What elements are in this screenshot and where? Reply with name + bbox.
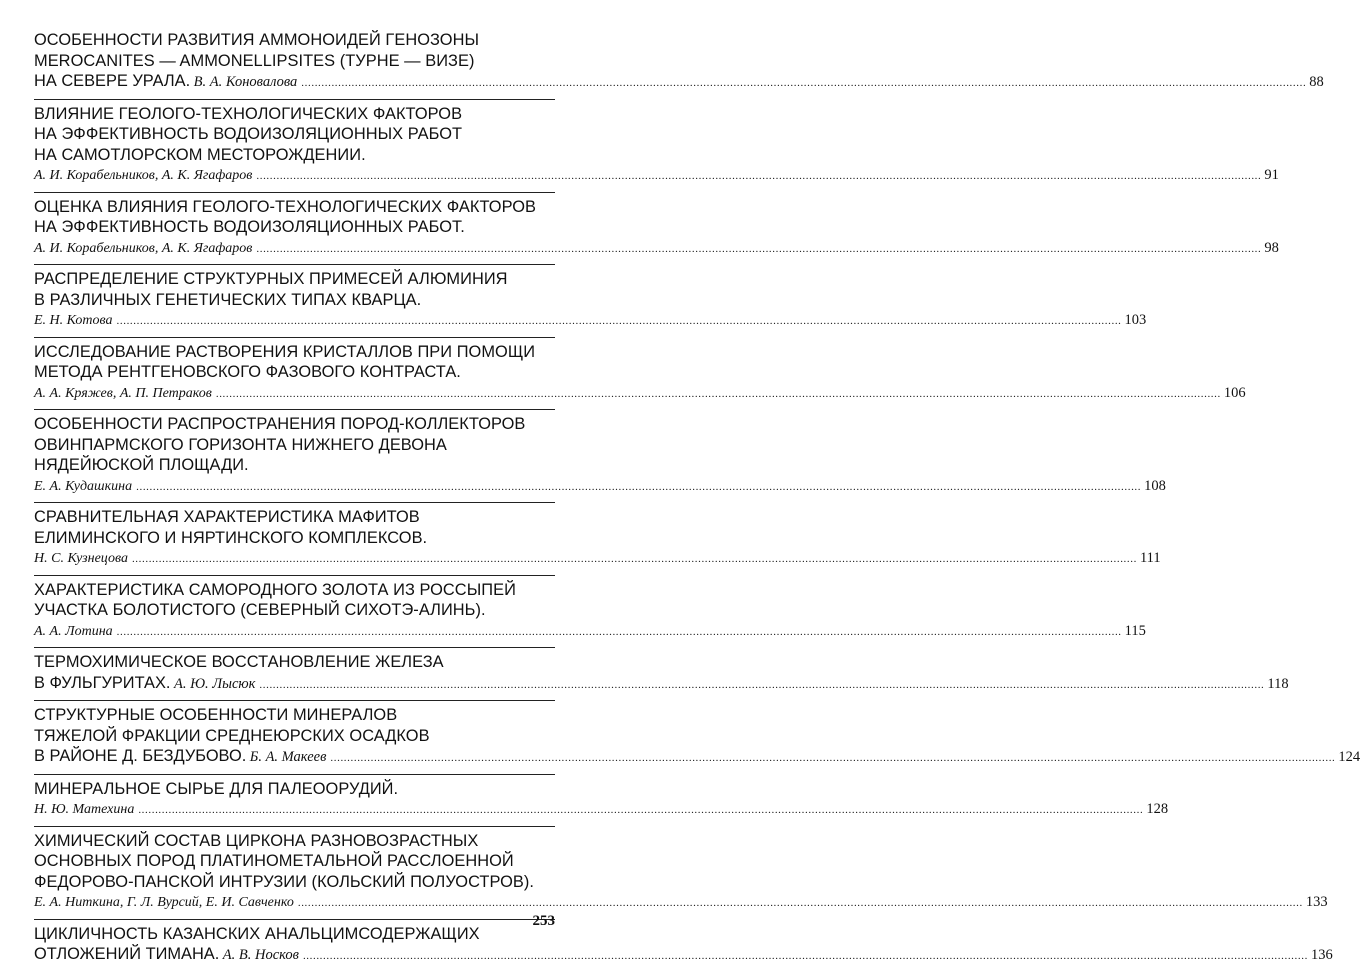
toc-entry [34, 264, 1147, 332]
table-of-contents [34, 30, 1360, 967]
entry-title-line: ХИМИЧЕСКИЙ СОСТАВ ЦИРКОНА РАЗНОВОЗРАСТНЫХ [34, 831, 479, 850]
entry-title-line: ОСОБЕННОСТИ РАСПРОСТРАНЕНИЯ ПОРОД-КОЛЛЕКТОРОВ [34, 415, 526, 433]
entry-author-line [34, 383, 1246, 405]
entry-page-number: 106 [1223, 384, 1246, 401]
entry-title-line: МЕТОДА РЕНТГЕНОВСКОГО ФАЗОВОГО КОНТРАСТА. [34, 363, 461, 381]
entry-title-line: ВЛИЯНИЕ ГЕОЛОГО-ТЕХНОЛОГИЧЕСКИХ ФАКТОРОВ [34, 104, 463, 123]
dot-leader: ............................................................................................................................................................................................................................................................................................................ [259, 678, 1265, 691]
toc-entry [34, 826, 1328, 914]
toc-entry [34, 575, 1146, 643]
dot-leader: ............................................................................................................................................................................................................................................................................................................ [131, 553, 1137, 565]
page-number: 253 [532, 913, 555, 929]
entry-title-line: МИНЕРАЛЬНОЕ СЫРЬЕ ДЛЯ ПАЛЕООРУДИЙ. [34, 779, 399, 798]
entry-author-line [34, 892, 1328, 914]
entry-title-line: НА ЭФФЕКТИВНОСТЬ ВОДОИЗОЛЯЦИОННЫХ РАБОТ. [34, 218, 465, 236]
entry-page-number: 118 [1267, 675, 1289, 692]
entry-page-number: 98 [1264, 239, 1279, 256]
entry-authors: Н. Ю. Матехина [34, 802, 135, 817]
entry-authors: Б. А. Макеев [249, 749, 327, 765]
entry-title-line: СТРУКТУРНЫЕ ОСОБЕННОСТИ МИНЕРАЛОВ [34, 706, 398, 724]
entry-title-line: В РАЗЛИЧНЫХ ГЕНЕТИЧЕСКИХ ТИПАХ КВАРЦА. [34, 290, 422, 309]
entry-title-line: НА САМОТЛОРСКОМ МЕСТОРОЖДЕНИИ. [34, 145, 366, 164]
toc-entry [34, 647, 1289, 695]
entry-author-line [34, 165, 1279, 187]
toc-entry [34, 99, 1279, 187]
entry-authors: А. А. Лотина [34, 623, 113, 639]
entry-authors: В. А. Коновалова [193, 74, 298, 90]
dot-leader: ............................................................................................................................................................................................................................................................................................................ [256, 170, 1262, 182]
entry-page-number: 91 [1264, 167, 1279, 183]
entry-title-line: ФЕДОРОВО-ПАНСКОЙ ИНТРУЗИИ (КОЛЬСКИЙ ПОЛУОСТРОВ). [34, 872, 534, 891]
toc-entry [34, 502, 1161, 570]
toc-entry [34, 919, 1333, 967]
entry-page-number: 124 [1338, 749, 1360, 765]
toc-entry [34, 774, 1169, 821]
entry-title-line: ТЯЖЕЛОЙ ФРАКЦИИ СРЕДНЕЮРСКИХ ОСАДКОВ [34, 726, 430, 745]
entry-title-line: ИССЛЕДОВАНИЕ РАСТВОРЕНИЯ КРИСТАЛЛОВ ПРИ ПОМОЩИ [34, 342, 536, 361]
entry-author-line [34, 799, 1169, 821]
entry-authors: А. И. Корабельников, А. К. Ягафаров [34, 168, 253, 183]
entry-authors: Е. Н. Котова [34, 313, 113, 328]
dot-leader: ............................................................................................................................................................................................................................................................................................................ [116, 315, 1122, 327]
toc-entry [34, 30, 1324, 94]
entry-author-line [34, 476, 1166, 498]
entry-title-line: MEROCANITES — AMMONELLIPSITES (ТУРНЕ — ВИЗЕ) [34, 51, 475, 70]
entry-title-line: ОСОБЕННОСТИ РАЗВИТИЯ АММОНОИДЕЙ ГЕНОЗОНЫ [34, 31, 480, 49]
entry-author-line [34, 548, 1161, 570]
entry-page-number: 136 [1310, 947, 1333, 963]
entry-authors: Е. А. Кудашкина [34, 478, 133, 494]
dot-leader: ............................................................................................................................................................................................................................................................................................................ [136, 480, 1142, 493]
dot-leader: ............................................................................................................................................................................................................................................................................................................ [297, 897, 1303, 909]
entry-authors: Е. А. Ниткина, Г. Л. Вурсий, Е. И. Савченко [34, 895, 294, 910]
dot-leader: ............................................................................................................................................................................................................................................................................................................ [330, 752, 1336, 764]
entry-title-line: ЕЛИМИНСКОГО И НЯРТИНСКОГО КОМПЛЕКСОВ. [34, 528, 428, 547]
entry-title-line: НЯДЕЙЮСКОЙ ПЛОЩАДИ. [34, 456, 249, 474]
dot-leader: ............................................................................................................................................................................................................................................................................................................ [302, 950, 1308, 962]
entry-author-line [34, 238, 1279, 260]
entry-title-line: ОВИНПАРМСКОГО ГОРИЗОНТА НИЖНЕГО ДЕВОНА [34, 435, 447, 454]
dot-leader: ............................................................................................................................................................................................................................................................................................................ [215, 387, 1221, 400]
entry-authors: Н. С. Кузнецова [34, 551, 128, 566]
toc-entry [34, 409, 1166, 497]
entry-authors: А. Ю. Лысюк [173, 675, 256, 692]
entry-authors: А. А. Кряжев, А. П. Петраков [34, 385, 212, 401]
entry-title-tail: НА СЕВЕРЕ УРАЛА. [34, 72, 191, 90]
entry-author-line [34, 71, 1324, 94]
entry-title-line: ЦИКЛИЧНОСТЬ КАЗАНСКИХ АНАЛЬЦИМСОДЕРЖАЩИХ [34, 924, 480, 943]
dot-leader: ............................................................................................................................................................................................................................................................................................................ [116, 625, 1122, 638]
dot-leader: ............................................................................................................................................................................................................................................................................................................ [256, 242, 1262, 255]
entry-page-number: 103 [1124, 312, 1147, 328]
entry-title-tail: В ФУЛЬГУРИТАХ. [34, 673, 171, 692]
entry-authors: А. И. Корабельников, А. К. Ягафаров [34, 240, 253, 256]
entry-title-line: ОЦЕНКА ВЛИЯНИЯ ГЕОЛОГО-ТЕХНОЛОГИЧЕСКИХ ФАКТОРОВ [34, 197, 537, 216]
toc-entry [34, 337, 1246, 405]
entry-author-line [34, 944, 1333, 967]
toc-entry [34, 700, 1360, 769]
entry-author-line [34, 310, 1147, 332]
entry-page-number: 133 [1305, 894, 1328, 910]
entry-title-line: РАСПРЕДЕЛЕНИЕ СТРУКТУРНЫХ ПРИМЕСЕЙ АЛЮМИНИЯ [34, 270, 508, 288]
entry-title-tail: ОТЛОЖЕНИЙ ТИМАНА. [34, 945, 220, 963]
entry-page-number: 108 [1144, 477, 1166, 494]
entry-title-line: УЧАСТКА БОЛОТИСТОГО (СЕВЕРНЫЙ СИХОТЭ-АЛИНЬ). [34, 601, 486, 619]
dot-leader: ............................................................................................................................................................................................................................................................................................................ [301, 77, 1307, 89]
entry-authors: А. В. Носков [222, 947, 299, 963]
entry-author-line [34, 621, 1146, 643]
entry-author-line [34, 673, 1289, 696]
dot-leader: ............................................................................................................................................................................................................................................................................................................ [138, 804, 1144, 816]
entry-title-line: СРАВНИТЕЛЬНАЯ ХАРАКТЕРИСТИКА МАФИТОВ [34, 508, 420, 526]
entry-author-line [34, 746, 1360, 769]
entry-title-line: ОСНОВНЫХ ПОРОД ПЛАТИНОМЕТАЛЬНОЙ РАССЛОЕННОЙ [34, 852, 514, 870]
entry-title-line: ТЕРМОХИМИЧЕСКОЕ ВОССТАНОВЛЕНИЕ ЖЕЛЕЗА [34, 653, 444, 671]
entry-title-line: ХАРАКТЕРИСТИКА САМОРОДНОГО ЗОЛОТА ИЗ РОССЫПЕЙ [34, 580, 516, 599]
entry-title-tail: В РАЙОНЕ Д. БЕЗДУБОВО. [34, 747, 247, 765]
entry-title-line: НА ЭФФЕКТИВНОСТЬ ВОДОИЗОЛЯЦИОННЫХ РАБОТ [34, 125, 463, 143]
entry-page-number: 128 [1146, 801, 1169, 817]
toc-entry [34, 192, 1279, 260]
entry-page-number: 111 [1139, 550, 1161, 566]
entry-page-number: 88 [1309, 74, 1324, 90]
entry-page-number: 115 [1124, 622, 1146, 639]
